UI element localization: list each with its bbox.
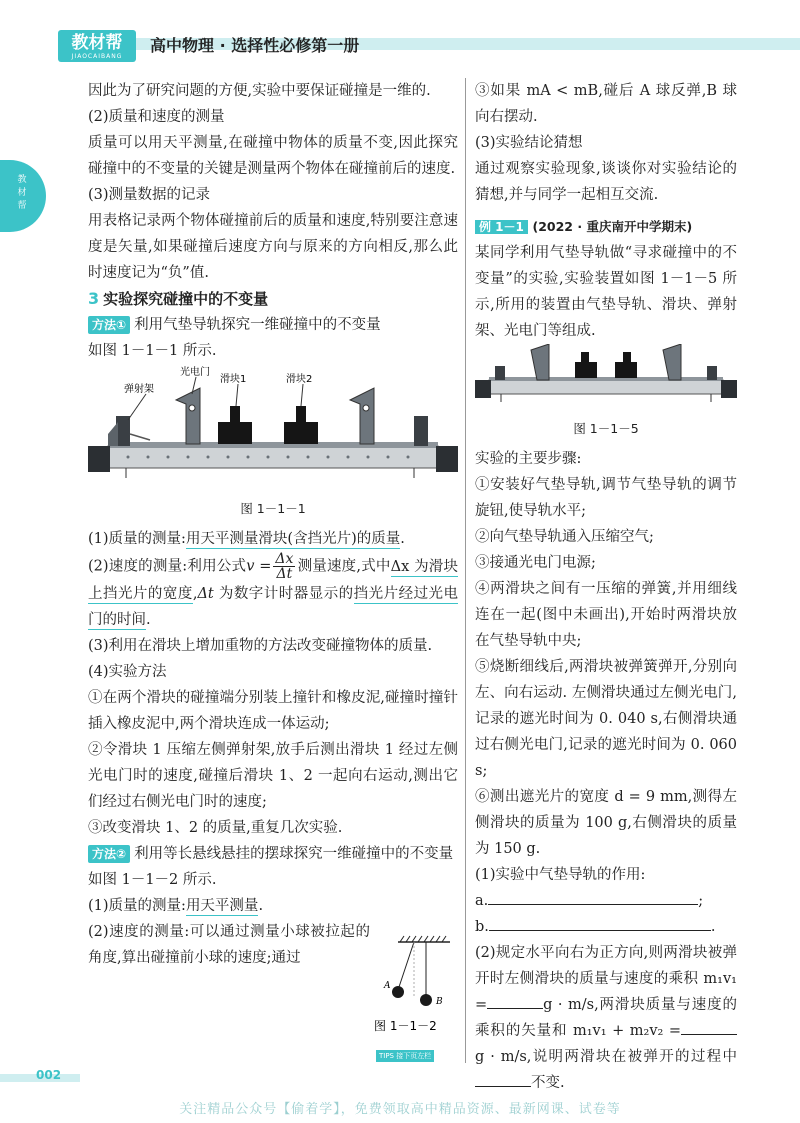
method-1-heading [88, 312, 458, 338]
text: (1)质量的测量: [88, 531, 186, 547]
step-2: ②向气垫导轨通入压缩空气; [475, 529, 654, 545]
example-badge: 例 1－1 [475, 220, 528, 234]
underlined-answer: 用天平测量滑块(含挡光片)的质量 [185, 531, 401, 547]
answer-line-a [475, 888, 737, 914]
figure-caption: 图 1－1－5 [573, 421, 639, 436]
formula-fraction [273, 552, 295, 581]
page-number-text: 002 [36, 1068, 62, 1082]
example-heading [475, 214, 737, 240]
paragraph: 用表格记录两个物体碰撞前后的质量和速度,特别要注意速度是矢量,如果碰撞后速度方向与原来的方向相反,那么此时速度记为“负”值. [88, 213, 458, 281]
method-2-heading [88, 841, 458, 867]
question-2 [475, 940, 737, 1096]
air-track-diagram [88, 364, 458, 494]
symbol-dt: Δt [197, 586, 214, 602]
method-badge: 方法① [88, 316, 130, 334]
label-photogate: 光电门 [180, 367, 210, 378]
subheading: (4)实验方法 [88, 664, 167, 680]
right-column [475, 78, 737, 1096]
underlined-answer: 挡光片经过光电门的时间 [88, 586, 459, 628]
text: 不变. [531, 1075, 565, 1091]
text: (1)质量的测量: [88, 898, 186, 914]
logo-subtext: JIAOCAIBANG [71, 53, 123, 60]
example-source: (2022 · 重庆南开中学期末) [532, 219, 693, 234]
underlined-answer: Δx 为滑块上挡光片的宽度 [88, 558, 458, 602]
figure-air-track-small [475, 344, 737, 414]
method-title: 利用气垫导轨探究一维碰撞中的不变量 [134, 317, 381, 333]
question-mass-2 [88, 893, 370, 919]
text: 为数字计时器显示的 [213, 586, 354, 602]
question-velocity [88, 552, 458, 633]
figure-pendulum [290, 934, 460, 1034]
method-title: 利用等长悬线悬挂的摆球探究一维碰撞中的不变量 [134, 846, 454, 862]
formula-v: v = [246, 558, 272, 575]
text: b. [475, 919, 489, 935]
tips-badge: TIPS 接下页左栏 [376, 1050, 434, 1062]
page-number [0, 1068, 100, 1086]
section-title: 实验探究碰撞中的不变量 [103, 290, 269, 308]
logo-text: 教材帮 [71, 33, 123, 53]
figure-reference: 如图 1－1－1 所示. [88, 343, 217, 359]
paragraph: 因此为了研究问题的方便,实验中要保证碰撞是一维的. [88, 83, 431, 99]
text: (2)速度的测量:利用公式 [88, 558, 247, 575]
paragraph: 质量可以用天平测量,在碰撞中物体的质量不变,因此探究碰撞中的不变量的关键是测量两个物体在碰撞前后的速度. [88, 135, 458, 177]
subheading: (2)质量和速度的测量 [88, 109, 225, 125]
left-column [88, 78, 458, 971]
paragraph: (3)利用在滑块上增加重物的方法改变碰撞物体的质量. [88, 638, 433, 654]
step-6: ⑥测出遮光片的宽度 d = 9 mm,测得左侧滑块的质量为 100 g,右侧滑块的质量为 150 g. [475, 789, 737, 857]
figure-air-track [88, 364, 458, 494]
answer-blank[interactable] [475, 1070, 531, 1087]
text: g · m/s,两滑块质量与速度的乘积的矢量和 m₁v₁ + m₂v₂ = [475, 997, 737, 1039]
label-slider-1: 滑块1 [220, 374, 247, 385]
brand-logo [58, 30, 136, 62]
underlined-answer: 用天平测量 [185, 898, 259, 914]
step-4: ④两滑块之间有一压缩的弹簧,并用细线连在一起(图中未画出),开始时两滑块放在气垫导轨中央; [475, 581, 737, 649]
example-text: 某同学利用气垫导轨做“寻求碰撞中的不变量”的实验,实验装置如图 1－1－5 所示,所用的装置由气垫导轨、滑块、弹射架、光电门等组成. [475, 245, 737, 339]
text: . [400, 531, 405, 547]
text: . [258, 898, 264, 914]
figure-caption: 图 1－1－1 [240, 501, 306, 516]
figure-reference: 如图 1－1－2 所示. [88, 872, 217, 888]
step-1: ①安装好气垫导轨,调节气垫导轨的调节旋钮,使导轨水平; [475, 477, 737, 519]
answer-blank[interactable] [488, 888, 698, 905]
step-5: ⑤烧断细线后,两滑块被弹簧弹开,分别向左、向右运动. 左侧滑块通过左侧光电门,记录的遮光时间为 0. 040 s,右侧滑块通过右侧光电门,记录的遮光时间为 0. 060 s; [475, 659, 737, 779]
fraction-numerator: Δx [275, 551, 294, 567]
method-badge: 方法② [88, 845, 130, 863]
figure-caption: 图 1－1－2 [374, 1019, 437, 1033]
question-1: (1)实验中气垫导轨的作用: [475, 867, 646, 883]
text: , [192, 586, 198, 602]
answer-blank[interactable] [487, 992, 543, 1009]
section-number: 3 [88, 289, 100, 308]
question-velocity-2: (2)速度的测量:可以通过测量小球被拉起的角度,算出碰撞前小球的速度;通过 [88, 924, 370, 966]
answer-blank[interactable] [489, 914, 711, 931]
label-slider-2: 滑块2 [286, 374, 313, 385]
steps-title: 实验的主要步骤: [475, 451, 582, 467]
step-3: ③改变滑块 1、2 的质量,重复几次实验. [88, 820, 343, 836]
fraction-denominator: Δt [276, 566, 293, 582]
answer-blank[interactable] [681, 1018, 737, 1035]
text: (2)规定水平向右为正方向,则两滑块被弹开时左侧滑块的质量与速度的乘积 m₁v₁ = [475, 945, 737, 1013]
text: ; [698, 893, 704, 909]
text: . [146, 612, 151, 628]
step-1: ①在两个滑块的碰撞端分别装上撞针和橡皮泥,碰撞时撞针插入橡皮泥中,两个滑块连成一体运动; [88, 690, 458, 732]
subheading: (3)测量数据的记录 [88, 187, 211, 203]
footer-watermark: 关注精品公众号【偷着学】，免费领取高中精品资源、最新网课、试卷等 [179, 1102, 621, 1117]
page-header [0, 0, 800, 60]
paragraph: 通过观察实验现象,谈谈你对实验结论的猜想,并与同学一起相互交流. [475, 161, 737, 203]
side-tab [0, 160, 46, 232]
text: a. [475, 893, 489, 909]
section-heading [88, 286, 458, 312]
paragraph: ③如果 mA < mB,碰后 A 球反弹,B 球向右摆动. [475, 83, 737, 125]
step-2: ②令滑块 1 压缩左侧弹射架,放手后测出滑块 1 经过左侧光电门时的速度,碰撞后滑块 1、2 一起向右运动,测出它们经过右侧光电门时的速度; [88, 742, 458, 810]
side-tab-label: 教材帮 [17, 175, 27, 211]
text: 测量速度,式中 [297, 558, 391, 575]
label-launcher: 弹射架 [124, 384, 154, 395]
subheading: (3)实验结论猜想 [475, 135, 583, 151]
air-track-diagram-small [475, 344, 737, 414]
text: g · m/s,说明两滑块在被弹开的过程中 [475, 1049, 737, 1065]
answer-line-b [475, 914, 737, 940]
text: . [710, 919, 716, 935]
pendulum-diagram [290, 934, 460, 1034]
question-mass [88, 526, 458, 552]
column-divider [465, 78, 466, 1063]
step-3: ③接通光电门电源; [475, 555, 596, 571]
book-title: 高中物理 · 选择性必修第一册 [150, 36, 360, 55]
label-ball-a: A [384, 981, 391, 991]
label-ball-b: B [436, 997, 443, 1007]
